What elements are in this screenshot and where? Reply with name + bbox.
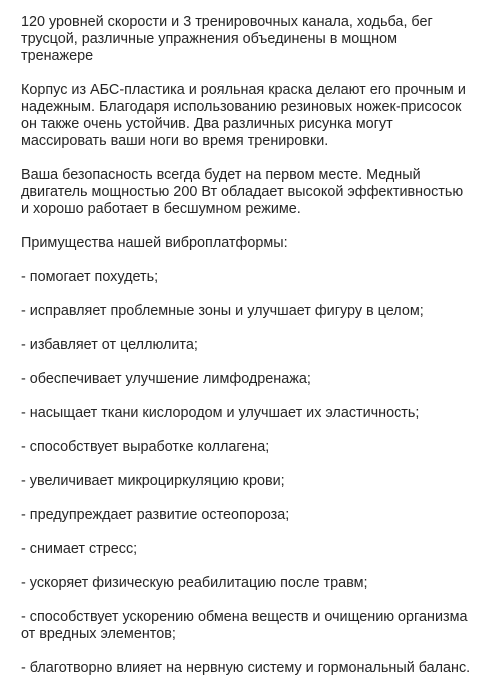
safety-paragraph: Ваша безопасность всегда будет на первом месте. Медный двигатель мощностью 200 Вт обладает высокой эффективностью и хорошо работает в бесшумном режиме. xyxy=(21,167,464,217)
list-item: - снимает стресс; xyxy=(21,541,138,557)
intro-paragraph: 120 уровней скорости и 3 тренировочных канала, ходьба, бег трусцой, различные упражнения объединены в мощном тренажере xyxy=(21,14,433,64)
list-item: - увеличивает микроциркуляцию крови; xyxy=(21,473,285,489)
list-item: - благотворно влияет на нервную систему и гормональный баланс. xyxy=(21,660,471,676)
list-item: - ускоряет физическую реабилитацию после травм; xyxy=(21,575,368,591)
list-item: - способствует выработке коллагена; xyxy=(21,439,270,455)
benefits-heading: Примущества нашей виброплатформы: xyxy=(21,235,288,251)
list-item: - обеспечивает улучшение лимфодренажа; xyxy=(21,371,311,387)
list-item: - насыщает ткани кислородом и улучшает их эластичность; xyxy=(21,405,420,421)
list-item: - избавляет от целлюлита; xyxy=(21,337,198,353)
list-item: - исправляет проблемные зоны и улучшает фигуру в целом; xyxy=(21,303,424,319)
benefits-list xyxy=(21,269,471,677)
list-item: - предупреждает развитие остеопороза; xyxy=(21,507,290,523)
list-item: - способствует ускорению обмена веществ и очищению организма от вредных элементов; xyxy=(21,609,468,642)
list-item: - помогает похудеть; xyxy=(21,269,159,285)
body-paragraph: Корпус из АБС-пластика и рояльная краска делают его прочным и надежным. Благодаря использованию резиновых ножек-присосок он также очень устойчив. Два различных рисунка могут массировать ваши ноги во время тренировки. xyxy=(21,82,466,149)
